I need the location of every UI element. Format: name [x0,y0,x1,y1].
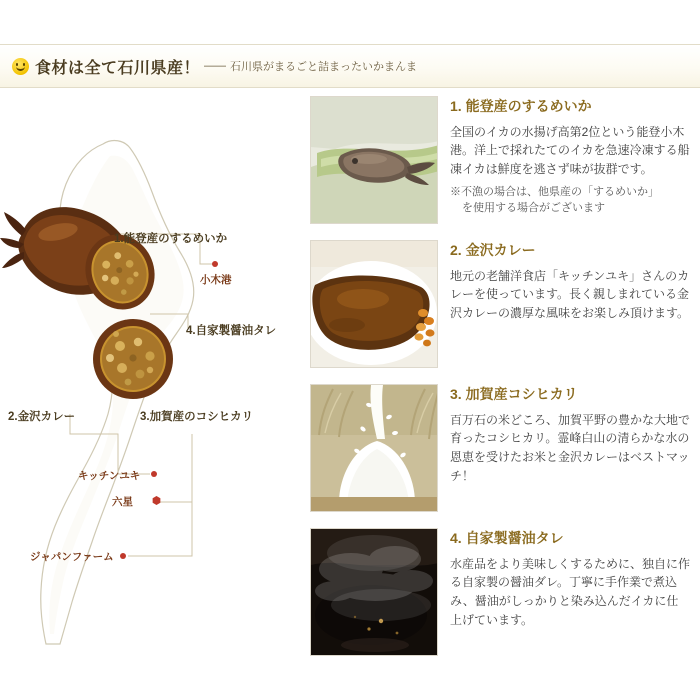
city-label-kitchenyuki: キッチンユキ [78,470,141,482]
smiley-face-icon [12,58,29,75]
item-title: 2. 金沢カレー [450,242,536,258]
map-callout-3: 3.加賀産のコシヒカリ [140,411,254,423]
page-header [0,44,700,88]
soy-sauce-photo [310,528,438,656]
marker-dot-ogi [212,261,218,267]
list-item [310,96,700,224]
item-description: 全国のイカの水揚げ高第2位という能登小木港。洋上で採れたてのイカを急速冷凍する船凍イカは鮮度を逃さず味が抜群です。 [450,124,690,176]
item-description: 地元の老舗洋食店「キッチンユキ」さんのカレーを使っています。長く親しまれている金沢カレーの濃厚な風味をお楽しみ頂けます。 [450,268,690,320]
ishikawa-map-graphic [0,96,310,676]
item-title: 3. 加賀産コシヒカリ [450,386,578,402]
item-note-line1: ※不漁の場合は、他県産の「するめいか」 [450,185,659,198]
item-title: 1. 能登産のするめいか [450,98,592,114]
map-callout-4: 4.自家製醤油タレ [186,325,277,337]
squid-photo [310,96,438,224]
item-note-line2: を使用する場合がございます [462,202,605,215]
map-callout-2: 2.金沢カレー [8,411,76,423]
page-subtitle-dash: —— [204,60,227,72]
marker-dot-japanfarm [120,553,126,559]
list-item [310,240,700,368]
item-description: 水産品をより美味しくするために、独自に作る自家製の醤油ダレ。丁寧に手作業で煮込み、醤油がしっかりと染み込んだイカに仕上げています。 [450,556,691,627]
page-title: 食材は全て石川県産！ [35,59,201,77]
item-description: 百万石の米どころ、加賀平野の豊かな大地で育ったコシヒカリ。霊峰白山の清らかな水の恩恵を受けたお米と金沢カレーはベストマッチ！ [450,412,691,483]
city-label-rokusei: 六星 [112,496,133,508]
ingredient-list [310,96,700,672]
item-note [450,184,690,217]
city-label-japanfarm: ジャパンファーム [30,551,114,563]
item-title: 4. 自家製醤油タレ [450,530,564,546]
marker-dot-kitchenyuki [151,471,157,477]
city-label-ogi: 小木港 [200,274,232,286]
curry-photo [310,240,438,368]
list-item [310,384,700,512]
ishikawa-map-panel [0,96,310,676]
page-subtitle: 石川県がまるごと詰まったいかまんま [230,61,418,73]
list-item [310,528,700,656]
rice-photo [310,384,438,512]
map-callout-1: 1.能登産のするめいか [114,233,228,245]
